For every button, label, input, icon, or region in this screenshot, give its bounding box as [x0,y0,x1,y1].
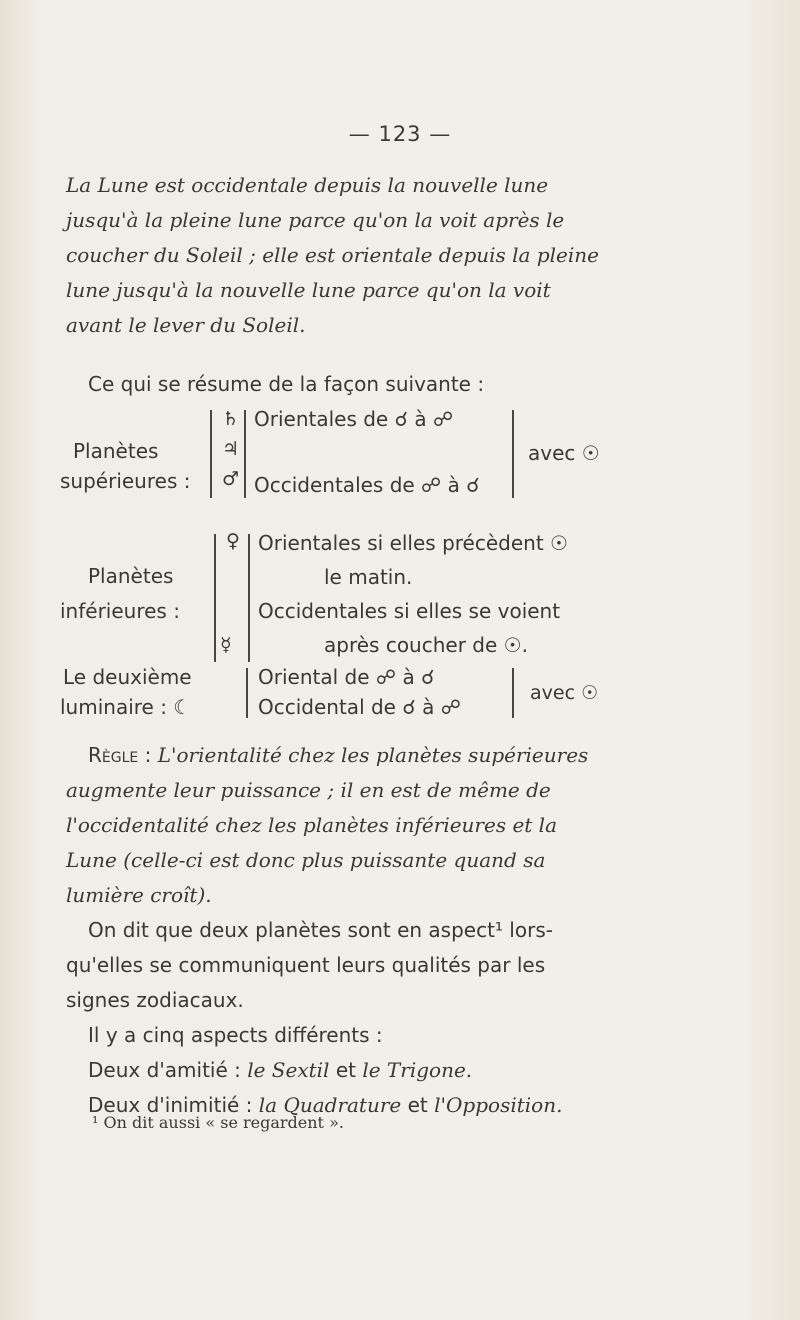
moon-line-2: Occidental de ☌ à ☍ [258,695,461,719]
inferior-label-1: Planètes [88,564,174,588]
paragraph-moon [66,168,746,343]
trigone: le Trigone. [362,1058,473,1082]
rule-heading: Règle [88,743,139,767]
right-brace [244,410,246,498]
summary-intro: Ce qui se résume de la façon suivante : [88,372,485,396]
text-line: La Lune est occidentale depuis la nouvelle lune [66,173,549,197]
superior-line-1: Orientales de ☌ à ☍ [254,407,454,431]
rule-text-line: augmente leur puissance ; il en est de même de [66,778,551,802]
moon-avec: avec ☉ [530,682,599,704]
opposition: l'Opposition. [434,1093,563,1117]
inferior-line-2: le matin. [324,565,413,589]
and: et [329,1058,363,1082]
saturn-symbol: ♄ [222,408,240,430]
page-number: — 123 — [348,122,452,146]
rule-sep: : [138,743,158,767]
venus-symbol: ♀ [226,530,240,552]
jupiter-symbol: ♃ [222,438,240,460]
avec-brace [512,410,514,498]
right-brace [248,534,250,662]
superior-label-1: Planètes [73,439,159,463]
moon-label-1: Le deuxième [63,665,192,689]
moon-brace [246,668,248,718]
inferior-line-1: Orientales si elles précèdent ☉ [258,531,568,555]
friendship-prefix: Deux d'amitié : [88,1058,248,1082]
inferior-label-2: inférieures : [60,599,180,623]
rule-text-line: L'orientalité chez les planètes supérieures [157,743,589,767]
text-line: avant le lever du Soleil. [66,313,306,337]
rule-text-line: l'occidentalité chez les planètes inférieures et la [66,813,557,837]
quadrature: la Quadrature [258,1093,402,1117]
inferior-line-3: Occidentales si elles se voient [258,599,561,623]
moon-line-1: Oriental de ☍ à ☌ [258,665,435,689]
aspect-paragraph [66,913,756,1123]
and: et [401,1093,435,1117]
text-line: qu'elles se communiquent leurs qualités par les [66,953,546,977]
footnote: ¹ On dit aussi « se regardent ». [92,1113,344,1132]
text-line: Il y a cinq aspects différents : [88,1023,383,1047]
mercury-symbol: ☿ [220,634,232,656]
text-line [66,738,756,773]
rule-paragraph [66,738,756,913]
text-line: coucher du Soleil ; elle est orientale depuis la pleine [66,243,599,267]
rule-text-line: lumière croît). [66,883,212,907]
text-line: signes zodiacaux. [66,988,244,1012]
moon-label-2: luminaire : ☾ [60,695,192,719]
left-brace [210,410,212,498]
left-brace [214,534,216,662]
mars-symbol: ♂ [222,468,240,490]
text-line: lune jusqu'à la nouvelle lune parce qu'on la voit [66,278,551,302]
superior-avec: avec ☉ [528,441,600,465]
sextil: le Sextil [247,1058,330,1082]
friendship-line [66,1053,756,1088]
rule-text-line: Lune (celle-ci est donc plus puissante quand sa [66,848,546,872]
superior-line-2: Occidentales de ☍ à ☌ [254,473,480,497]
superior-label-2: supérieures : [60,469,191,493]
avec-brace [512,668,514,718]
text-line: On dit que deux planètes sont en aspect¹ lors- [88,918,553,942]
text-line: jusqu'à la pleine lune parce qu'on la voit après le [66,208,565,232]
inferior-line-4: après coucher de ☉. [324,633,528,657]
enmity-prefix: Deux d'inimitié : [88,1093,259,1117]
